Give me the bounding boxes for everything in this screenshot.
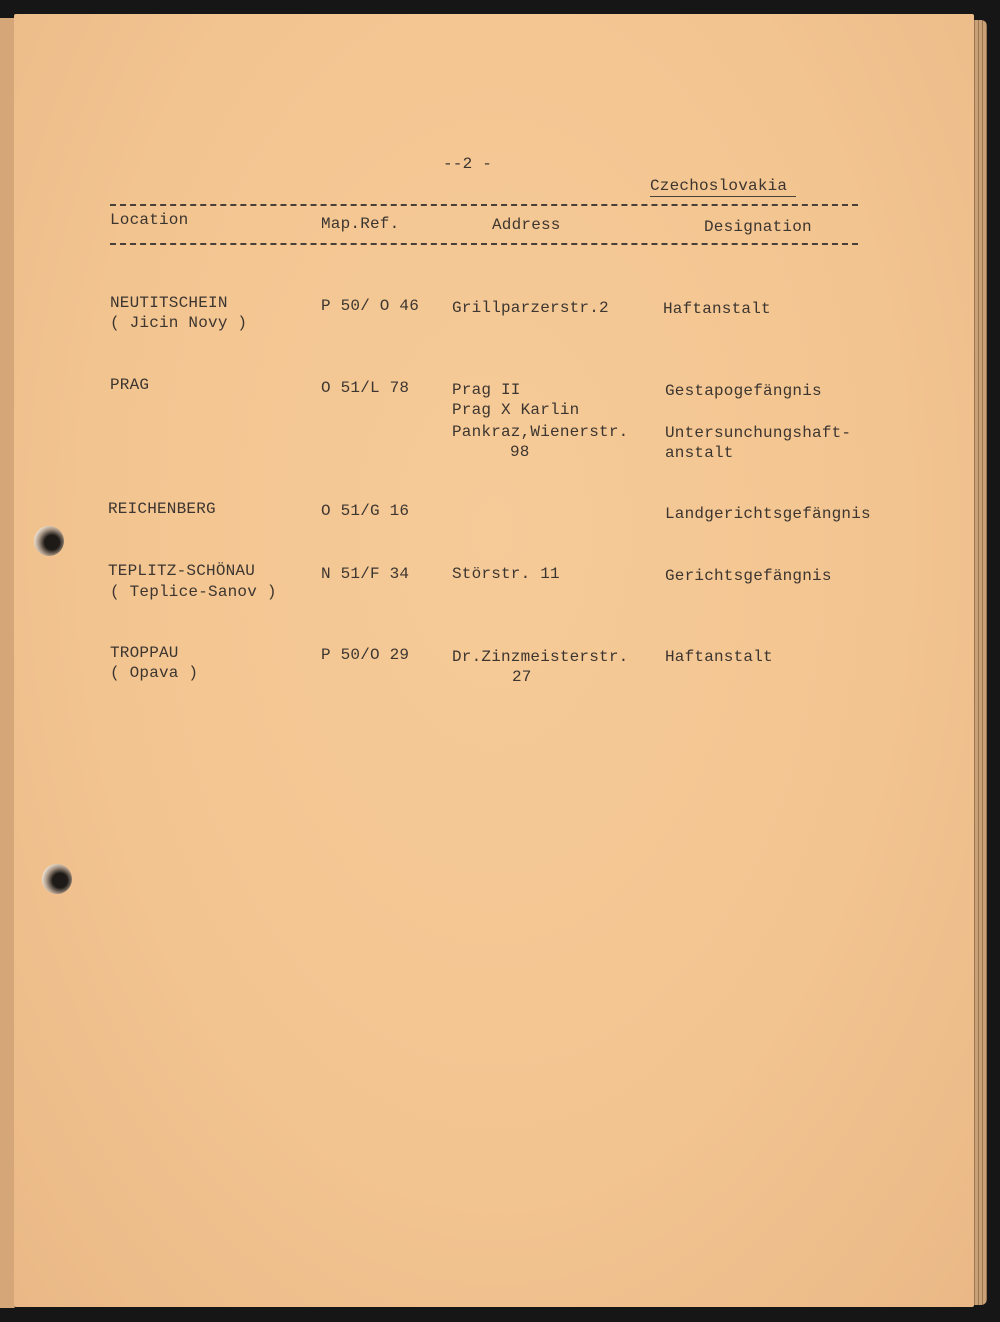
row-map-ref: O 51/G 16 <box>321 502 410 520</box>
row-location: REICHENBERG <box>108 500 216 518</box>
row-address-line: Dr.Zinzmeisterstr. <box>452 648 629 666</box>
row-designation-line: Landgerichtsgefängnis <box>665 505 871 523</box>
header-designation: Designation <box>704 218 812 236</box>
punch-hole-bottom <box>42 864 72 894</box>
row-location: TROPPAU <box>110 644 179 662</box>
header-address: Address <box>492 216 561 234</box>
row-map-ref: P 50/O 29 <box>321 646 410 664</box>
row-address-line: Störstr. 11 <box>452 565 560 583</box>
row-address-line: 98 <box>510 443 530 461</box>
row-location-alt: ( Opava ) <box>110 664 199 682</box>
row-designation-line: anstalt <box>665 444 734 462</box>
page-number: --2 - <box>443 155 493 173</box>
row-location-alt: ( Teplice-Sanov ) <box>110 583 277 601</box>
row-designation-line: Gestapogefängnis <box>665 382 822 400</box>
header-map-ref: Map.Ref. <box>321 215 400 233</box>
row-location: TEPLITZ-SCHÖNAU <box>108 562 256 580</box>
row-address-line: Prag II <box>452 381 521 399</box>
header-rule-bottom <box>110 243 858 245</box>
row-address-line: 27 <box>512 668 532 686</box>
row-map-ref: P 50/ O 46 <box>321 297 420 315</box>
row-designation-line: Haftanstalt <box>665 648 773 666</box>
document-page <box>14 14 974 1307</box>
row-location-alt: ( Jicin Novy ) <box>110 314 248 332</box>
row-map-ref: N 51/F 34 <box>321 565 410 583</box>
row-location: PRAG <box>110 376 150 394</box>
row-address-line: Grillparzerstr.2 <box>452 299 609 317</box>
country-heading: Czechoslovakia <box>650 177 788 195</box>
row-designation-line: Haftanstalt <box>663 300 771 318</box>
punch-hole-top <box>34 526 64 556</box>
row-address-line: Prag X Karlin <box>452 401 580 419</box>
header-location: Location <box>110 211 189 229</box>
row-map-ref: O 51/L 78 <box>321 379 410 397</box>
country-underline <box>650 196 796 197</box>
header-rule-top <box>110 204 858 206</box>
row-location: NEUTITSCHEIN <box>110 294 228 312</box>
row-designation-line: Untersunchungshaft- <box>665 424 852 442</box>
previous-page-edge <box>0 18 15 1308</box>
row-address-line: Pankraz,Wienerstr. <box>452 423 629 441</box>
row-designation-line: Gerichtsgefängnis <box>665 567 832 585</box>
